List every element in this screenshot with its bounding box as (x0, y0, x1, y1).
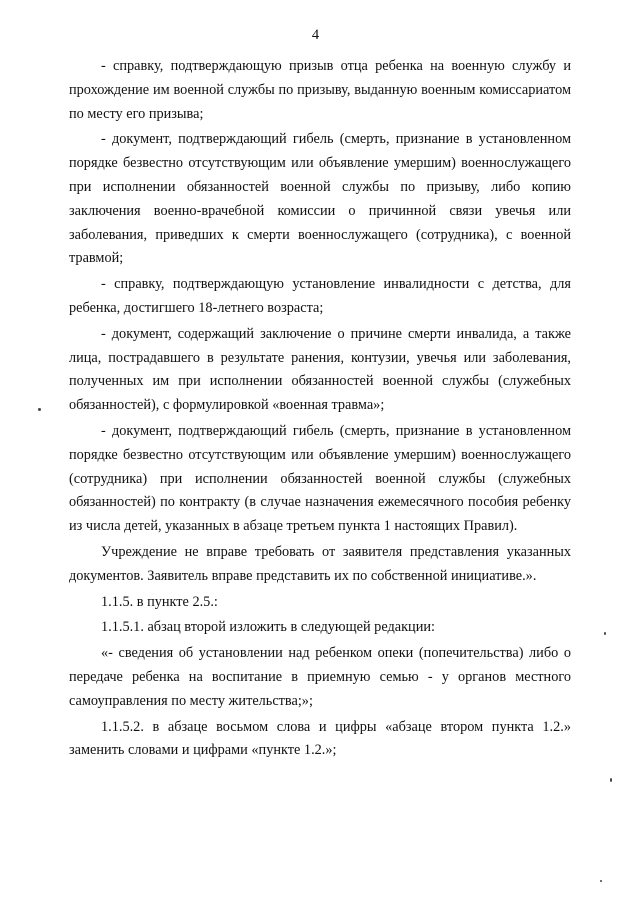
scan-speck (38, 408, 41, 411)
paragraph: - документ, подтверждающий гибель (смерть, признание в установленном порядке безвестно отсутствующим или объявление умершим) военнослужащего (сотрудника) при исполнении обязанностей военной службы (служебных обязанностей) по контракту (в случае назначения ежемесячного пособия ребенку из числа детей, указанных в абзаце третьем пункта 1 настоящих Правил). (69, 422, 571, 535)
paragraph: - справку, подтверждающую призыв отца ребенка на военную службу и прохождение им военной службы по призыву, выданную военным комиссариатом по месту его призыва; (69, 58, 571, 122)
paragraph: Учреждение не вправе требовать от заявителя представления указанных документов. Заявитель вправе представить их по собственной инициативе.». (69, 543, 571, 584)
paragraph: - документ, содержащий заключение о причине смерти инвалида, а также лица, пострадавшего в результате ранения, контузии, увечья или заболевания, полученных им при исполнении обязанностей военной службы (служебных обязанностей), с формулировкой «военная травма»; (69, 325, 571, 414)
paragraph: 1.1.5.2. в абзаце восьмом слова и цифры «абзаце втором пункта 1.2.» заменить словами и цифрами «пункте 1.2.»; (69, 718, 571, 759)
paragraph: - справку, подтверждающую установление инвалидности с детства, для ребенка, достигшего 18-летнего возраста; (69, 276, 571, 316)
scan-speck (600, 880, 602, 882)
scan-speck (604, 632, 606, 635)
document-body (69, 55, 571, 763)
paragraph: «- сведения об установлении над ребенком опеки (попечительства) либо о передаче ребенка на воспитание в приемную семью - у органов местного самоуправления по месту жительства;»; (69, 645, 571, 709)
paragraph: 1.1.5.1. абзац второй изложить в следующей редакции: (101, 619, 435, 636)
paragraph: 1.1.5. в пункте 2.5.: (101, 593, 218, 610)
paragraph: - документ, подтверждающий гибель (смерть, признание в установленном порядке безвестно отсутствующим или объявление умершим) военнослужащего при исполнении обязанностей военной службы по призыву, либо копию заключения военно-врачебной комиссии о причинной связи увечья или заболевания, приведших к смерти военнослужащего (сотрудника), с военной травмой; (69, 131, 571, 267)
scan-speck (610, 778, 612, 782)
page-number: 4 (311, 27, 320, 43)
